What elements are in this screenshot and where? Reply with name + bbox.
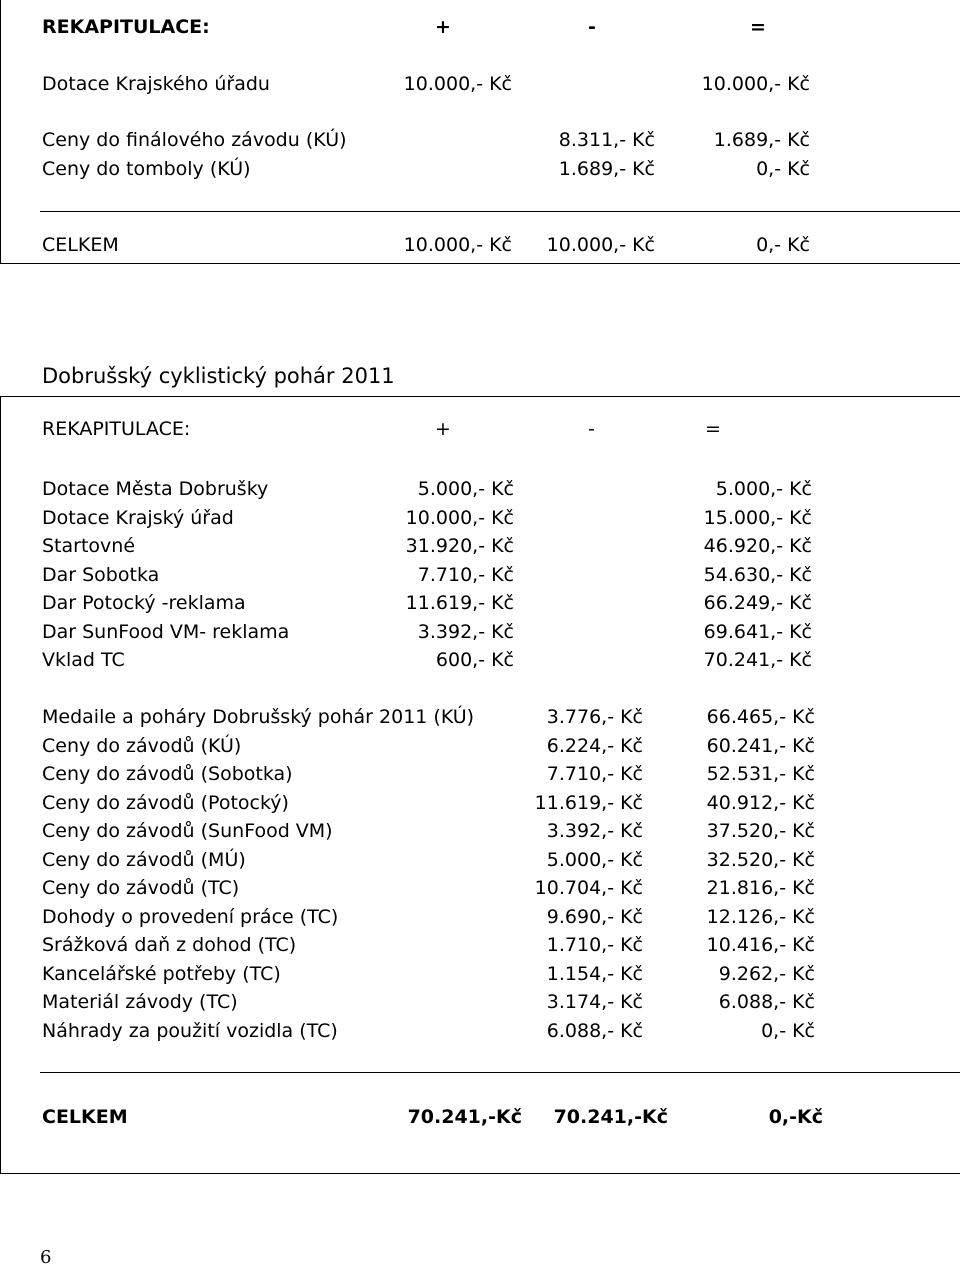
section1-total-plus: 10.000,- Kč	[403, 234, 512, 256]
section2-header-minus: -	[588, 418, 595, 440]
expense-row-balance: 12.126,- Kč	[706, 906, 815, 928]
expense-row-label: Materiál závody (TC)	[42, 991, 238, 1013]
expense-row-minus: 1.710,- Kč	[546, 934, 643, 956]
expense-row-label: Náhrady za použití vozidla (TC)	[42, 1020, 338, 1042]
expense-row-minus: 11.619,- Kč	[534, 792, 643, 814]
expense-row-label: Ceny do závodů (KÚ)	[42, 735, 242, 757]
expense-row-label: Kancelářské potřeby (TC)	[42, 963, 281, 985]
section1-row-balance: 1.689,- Kč	[713, 129, 810, 151]
section2-header-plus: +	[435, 418, 451, 440]
income-row-plus: 11.619,- Kč	[405, 592, 514, 614]
section1-total-rule	[40, 211, 960, 212]
income-row-plus: 600,- Kč	[435, 649, 514, 671]
section1-row-plus: 10.000,- Kč	[403, 73, 512, 95]
section1-row-minus: 8.311,- Kč	[558, 129, 655, 151]
expense-row-minus: 6.088,- Kč	[546, 1020, 643, 1042]
section1-header-equals: =	[750, 16, 766, 38]
income-row-plus: 5.000,- Kč	[417, 478, 514, 500]
expense-row-label: Ceny do závodů (TC)	[42, 877, 240, 899]
expense-row-balance: 21.816,- Kč	[706, 877, 815, 899]
section1-header-minus: -	[588, 16, 596, 38]
income-row-label: Dotace Krajský úřad	[42, 507, 234, 529]
income-row-balance: 5.000,- Kč	[715, 478, 812, 500]
income-row-balance: 66.249,- Kč	[703, 592, 812, 614]
income-row-balance: 46.920,- Kč	[703, 535, 812, 557]
section2-title: Dobrušský cyklistický pohár 2011	[42, 364, 395, 388]
section1-total-label: CELKEM	[42, 234, 119, 256]
section1-header-label: REKAPITULACE:	[42, 16, 210, 38]
expense-row-minus: 10.704,- Kč	[534, 877, 643, 899]
expense-row-balance: 60.241,- Kč	[706, 735, 815, 757]
income-row-label: Dar Potocký -reklama	[42, 592, 246, 614]
income-row-plus: 7.710,- Kč	[417, 564, 514, 586]
expense-row-label: Ceny do závodů (Sobotka)	[42, 763, 293, 785]
section2-header-equals: =	[705, 418, 721, 440]
income-row-label: Dar SunFood VM- reklama	[42, 621, 290, 643]
expense-row-balance: 66.465,- Kč	[706, 706, 815, 728]
expense-row-minus: 5.000,- Kč	[546, 849, 643, 871]
expense-row-label: Medaile a poháry Dobrušský pohár 2011 (KÚ)	[42, 706, 475, 728]
income-row-balance: 69.641,- Kč	[703, 621, 812, 643]
section1-row-label: Ceny do tomboly (KÚ)	[42, 158, 251, 180]
expense-row-label: Ceny do závodů (Potocký)	[42, 792, 289, 814]
section1-row-minus: 1.689,- Kč	[558, 158, 655, 180]
income-row-label: Startovné	[42, 535, 136, 557]
section2-total-label: CELKEM	[42, 1106, 128, 1128]
income-row-label: Vklad TC	[42, 649, 125, 671]
expense-row-minus: 6.224,- Kč	[546, 735, 643, 757]
section2-total-rule	[40, 1072, 960, 1073]
expense-row-balance: 0,- Kč	[761, 1020, 815, 1042]
section1-row-balance: 0,- Kč	[756, 158, 810, 180]
section1-row-label: Ceny do finálového závodu (KÚ)	[42, 129, 347, 151]
expense-row-balance: 9.262,- Kč	[718, 963, 815, 985]
section1-total-balance: 0,- Kč	[756, 234, 810, 256]
expense-row-minus: 9.690,- Kč	[546, 906, 643, 928]
section1-header-plus: +	[435, 16, 451, 38]
expense-row-label: Ceny do závodů (SunFood VM)	[42, 820, 333, 842]
expense-row-minus: 3.174,- Kč	[546, 991, 643, 1013]
page-number: 6	[40, 1247, 52, 1268]
expense-row-minus: 3.776,- Kč	[546, 706, 643, 728]
expense-row-balance: 40.912,- Kč	[706, 792, 815, 814]
expense-row-balance: 10.416,- Kč	[706, 934, 815, 956]
expense-row-balance: 32.520,- Kč	[706, 849, 815, 871]
expense-row-label: Srážková daň z dohod (TC)	[42, 934, 297, 956]
section1-row-balance: 10.000,- Kč	[701, 73, 810, 95]
income-row-balance: 15.000,- Kč	[703, 507, 812, 529]
income-row-plus: 31.920,- Kč	[405, 535, 514, 557]
expense-row-balance: 6.088,- Kč	[718, 991, 815, 1013]
section2-header-label: REKAPITULACE:	[42, 418, 191, 440]
income-row-plus: 10.000,- Kč	[405, 507, 514, 529]
expense-row-label: Ceny do závodů (MÚ)	[42, 849, 246, 871]
section2-total-minus: 70.241,-Kč	[553, 1106, 668, 1128]
income-row-label: Dar Sobotka	[42, 564, 160, 586]
expense-row-label: Dohody o provedení práce (TC)	[42, 906, 339, 928]
expense-row-minus: 3.392,- Kč	[546, 820, 643, 842]
income-row-label: Dotace Města Dobrušky	[42, 478, 269, 500]
expense-row-minus: 1.154,- Kč	[546, 963, 643, 985]
expense-row-minus: 7.710,- Kč	[546, 763, 643, 785]
income-row-balance: 54.630,- Kč	[703, 564, 812, 586]
section2-total-balance: 0,-Kč	[768, 1106, 823, 1128]
income-row-plus: 3.392,- Kč	[417, 621, 514, 643]
expense-row-balance: 52.531,- Kč	[706, 763, 815, 785]
section2-total-plus: 70.241,-Kč	[407, 1106, 522, 1128]
section1-row-label: Dotace Krajského úřadu	[42, 73, 270, 95]
section1-total-minus: 10.000,- Kč	[546, 234, 655, 256]
expense-row-balance: 37.520,- Kč	[706, 820, 815, 842]
income-row-balance: 70.241,- Kč	[703, 649, 812, 671]
